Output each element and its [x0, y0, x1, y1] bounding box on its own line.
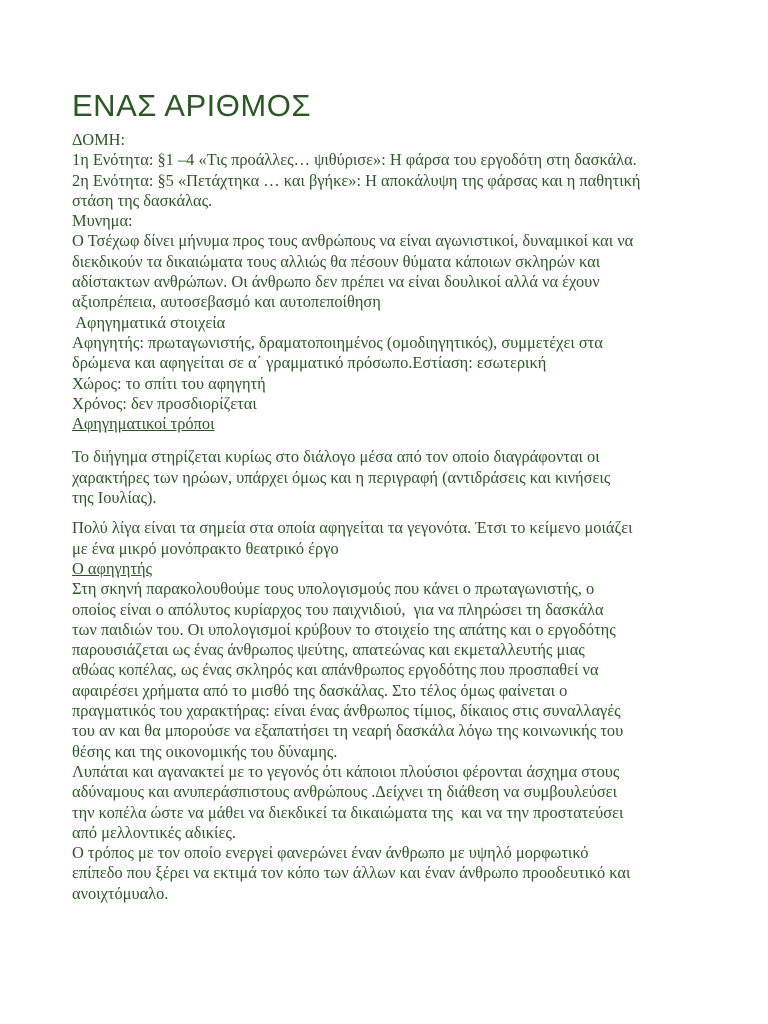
- text-line: χαρακτήρες των ηρώων, υπάρχει όμως και η περιγραφή (αντιδράσεις και κινήσεις: [72, 467, 611, 487]
- section-heading-message: Μυνημα:: [72, 211, 133, 231]
- text-line: την κοπέλα ώστε να μάθει να διεκδικεί τα δικαιώματα της και να την προστατεύσει: [72, 802, 624, 822]
- text-line: του αν και θα μπορούσε να εξαπατήσει τη νεαρή δασκάλα λόγω της κοινωνικής του: [72, 721, 624, 741]
- section-heading-narrative-elements: Αφηγηματικά στοιχεία: [72, 312, 226, 332]
- text-line: πραγματικός του χαρακτήρας: είναι ένας άνθρωπος τίμιος, δίκαιος στις συναλλαγές: [72, 701, 621, 721]
- document-body: [72, 130, 702, 904]
- section-heading-narrative-modes: Αφηγηματικοί τρόποι: [72, 414, 215, 434]
- text-line: αφαιρέσει χρήματα από το μισθό της δασκάλας. Στο τέλος όμως φαίνεται ο: [72, 680, 568, 700]
- text-line: Χώρος: το σπίτι του αφηγητή: [72, 373, 266, 393]
- section-heading-structure: ΔΟΜΗ:: [72, 130, 126, 149]
- text-line: 1η Ενότητα: §1 –4 «Τις προάλλες… ψιθύρισε»: Η φάρσα του εργοδότη στη δασκάλα.: [72, 150, 637, 170]
- text-line: αθώας κοπέλας, ως ένας σκληρός και απάνθρωπος εργοδότης που προσπαθεί να: [72, 660, 599, 680]
- text-line: Ο τρόπος με τον οποίο ενεργεί φανερώνει έναν άνθρωπο με υψηλό μορφωτικό: [72, 843, 589, 863]
- text-line: θέσης και της οικονομικής του δύναμης.: [72, 741, 338, 761]
- text-line: της Ιουλίας).: [72, 488, 157, 508]
- section-heading-narrator: Ο αφηγητής: [72, 558, 153, 578]
- text-line: με ένα μικρό μονόπρακτο θεατρικό έργο: [72, 538, 339, 558]
- text-line: Το διήγημα στηρίζεται κυρίως στο διάλογο μέσα από τον οποίο διαγράφονται οι: [72, 447, 600, 467]
- text-line: αδύναμους και ανυπεράσπιστους ανθρώπους .Δείχνει τη διάθεση να συμβουλεύσει: [72, 782, 617, 802]
- text-line: των παιδιών του. Οι υπολογισμοί κρύβουν το στοιχείο της απάτης και ο εργοδότης: [72, 619, 616, 639]
- text-line: παρουσιάζεται ως ένας άνθρωπος ψεύτης, απατεώνας και εκμεταλλευτής μιας: [72, 640, 585, 660]
- text-line: Λυπάται και αγανακτεί με το γεγονός ότι κάποιοι πλούσιοι φέρονται άσχημα στους: [72, 761, 620, 781]
- page-title: ΕΝΑΣ ΑΡΙΘΜΟΣ: [72, 88, 311, 123]
- text-line: Ο Τσέχωφ δίνει μήνυμα προς τους ανθρώπους να είναι αγωνιστικοί, δυναμικοί και να: [72, 231, 634, 251]
- text-line: Χρόνος: δεν προσδιορίζεται: [72, 393, 257, 413]
- text-line: 2η Ενότητα: §5 «Πετάχτηκα … και βγήκε»: Η αποκάλυψη της φάρσας και η παθητική: [72, 170, 641, 190]
- text-line: οποίος είναι ο απόλυτος κυρίαρχος του παιχνιδιού, για να πληρώσει τη δασκάλα: [72, 599, 604, 619]
- text-line: στάση της δασκάλας.: [72, 190, 213, 210]
- text-line: Αφηγητής: πρωταγωνιστής, δραματοποιημένος (ομοδιηγητικός), συμμετέχει στα: [72, 332, 603, 352]
- text-line: επίπεδο που ξέρει να εκτιμά τον κόπο των άλλων και έναν άνθρωπο προοδευτικό και: [72, 863, 631, 883]
- text-line: ανοιχτόμυαλο.: [72, 883, 169, 903]
- text-line: αδίστακτων ανθρώπων. Οι άνθρωπο δεν πρέπει να είναι δουλικοί αλλά να έχουν: [72, 272, 600, 292]
- text-line: Πολύ λίγα είναι τα σημεία στα οποία αφηγείται τα γεγονότα. Έτσι το κείμενο μοιάζει: [72, 518, 633, 538]
- text-line: δρώμενα και αφηγείται σε α΄ γραμματικό πρόσωπο.Εστίαση: εσωτερική: [72, 353, 547, 373]
- text-line: από μελλοντικές αδικίες.: [72, 822, 236, 842]
- text-line: αξιοπρέπεια, αυτοσεβασμό και αυτοπεποίθηση: [72, 292, 381, 312]
- text-line: διεκδικούν τα δικαιώματα τους αλλιώς θα πέσουν θύματα κάποιων σκληρών και: [72, 251, 601, 271]
- text-line: Στη σκηνή παρακολουθούμε τους υπολογισμούς που κάνει ο πρωταγωνιστής, ο: [72, 579, 595, 599]
